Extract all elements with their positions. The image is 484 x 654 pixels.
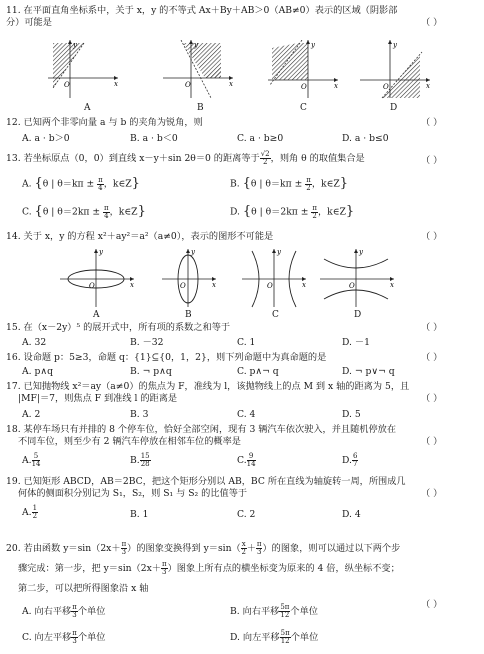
svg-text:y: y xyxy=(194,41,198,49)
fraction-denominator: 7 xyxy=(352,460,358,468)
fraction xyxy=(311,205,318,220)
question-20-line2-b: ）图象上所有点的横坐标变为原来的 4 倍，纵坐标不变； xyxy=(167,563,400,574)
option-text: θ | θ＝2kπ ± xyxy=(42,206,104,218)
answer-paren: （ ） xyxy=(421,155,443,166)
fraction xyxy=(103,205,110,220)
question-18-stem-line2: 不同车位，则至少有 2 辆汽车停放在相邻车位的概率是 xyxy=(18,435,241,447)
fraction-denominator: 4 xyxy=(104,211,109,220)
option-text: θ | θ＝kπ ± xyxy=(42,178,98,190)
fraction-numerator: π xyxy=(306,175,311,184)
graph-11-b xyxy=(163,40,238,100)
option-text: 个单位 xyxy=(77,606,106,617)
option-c: C. 1 xyxy=(237,337,256,348)
fraction-denominator: 4 xyxy=(98,183,103,192)
fraction-numerator: π xyxy=(72,603,77,611)
answer-paren: （ ） xyxy=(421,599,443,610)
question-13-stem-b: ，则角 θ 的取值集合是 xyxy=(270,153,365,164)
option-label: C. xyxy=(22,206,35,218)
option-a xyxy=(22,453,40,468)
question-18 xyxy=(6,424,476,447)
option-label: A. xyxy=(22,507,32,518)
option-d: D. 5 xyxy=(342,409,361,420)
fraction xyxy=(279,604,290,619)
fraction-denominator: 12 xyxy=(280,611,290,619)
graph-14-d xyxy=(318,247,398,309)
fraction xyxy=(140,453,151,468)
question-11 xyxy=(6,5,476,28)
svg-text:O: O xyxy=(349,282,355,290)
answer-paren: （ ） xyxy=(421,17,443,28)
graph-label-c: C xyxy=(272,310,279,320)
answer-paren: （ ） xyxy=(421,488,443,499)
fraction xyxy=(247,453,256,468)
option-text: ，k∈Z xyxy=(317,206,346,218)
question-18-stem: 18. 某停车场只有并排的 8 个停车位，恰好全部空闲，现有 3 辆汽车依次驶入，并且随机停放在 xyxy=(6,424,397,435)
question-17-stem-line2: |MF|＝7，则焦点 F 到准线 l 的距离是 xyxy=(18,392,178,404)
fraction xyxy=(161,561,168,576)
question-20-stem-line3: 第二步，可以把所得图象沿 x 轴 xyxy=(18,583,149,594)
fraction xyxy=(305,177,312,192)
fraction-denominator: 3 xyxy=(121,548,127,556)
graph-11-c xyxy=(268,40,343,100)
fraction-numerator: √2 xyxy=(260,150,270,158)
right-brace: } xyxy=(137,204,146,219)
question-17-stem: 17. 已知抛物线 x²＝ay（a≠0）的焦点为 F，准线为 l，该抛物线上的点 M 到 x 轴的距离为 5，且 xyxy=(6,381,410,392)
fraction xyxy=(352,453,358,468)
option-text: 个单位 xyxy=(290,632,319,643)
svg-text:x: x xyxy=(334,82,338,90)
fraction-denominator: 3 xyxy=(72,611,77,619)
svg-text:y: y xyxy=(311,41,315,49)
svg-text:O: O xyxy=(383,83,389,91)
svg-text:x: x xyxy=(212,281,216,289)
option-d: D. ¬ p∨¬ q xyxy=(342,366,395,377)
fraction xyxy=(32,453,41,468)
question-20-stem-a: 20. 若由函数 y＝sin（2x＋ xyxy=(6,543,121,554)
question-13-stem-a: 13. 若坐标原点（0，0）到直线 x－y＋sin 2θ＝0 的距离等于 xyxy=(6,153,260,164)
fraction-denominator: 3 xyxy=(72,637,77,645)
fraction-numerator: π xyxy=(104,203,109,212)
graph-label-d: D xyxy=(354,310,362,320)
option-c xyxy=(22,630,105,645)
question-12 xyxy=(6,117,476,129)
question-20-stem-b: ）的图象变换得到 y＝sin（ xyxy=(127,543,241,554)
fraction-numerator: π xyxy=(98,175,103,184)
option-text: ，k∈Z xyxy=(103,178,132,190)
left-brace: { xyxy=(242,204,252,219)
option-b xyxy=(230,176,348,192)
answer-paren: （ ） xyxy=(421,436,443,447)
question-17 xyxy=(6,381,476,404)
option-b: B. 3 xyxy=(130,409,149,420)
question-15 xyxy=(6,322,476,334)
graph-label-a: A xyxy=(93,310,100,320)
question-13-stem xyxy=(6,151,476,166)
question-20-stem-line2 xyxy=(18,561,476,576)
fraction-numerator: 1 xyxy=(32,504,38,512)
svg-text:y: y xyxy=(191,248,195,256)
option-label: D. xyxy=(230,206,243,218)
option-a: A. p∧q xyxy=(22,366,53,377)
fraction xyxy=(71,604,78,619)
option-c xyxy=(22,204,146,220)
svg-text:y: y xyxy=(277,248,281,256)
option-b xyxy=(230,604,318,619)
fraction-denominator: 28 xyxy=(140,460,150,468)
plus-sign: ＋ xyxy=(246,543,256,554)
question-19-stem: 19. 已知矩形 ABCD，AB＝2BC，把这个矩形分别以 AB，BC 所在直线为轴旋转一周，所围成几 xyxy=(6,476,406,487)
fraction-numerator: π xyxy=(256,540,262,548)
question-12-stem: 12. 已知两个非零向量 a 与 b 的夹角为锐角，则 xyxy=(6,117,203,128)
option-text: C. 向左平移 xyxy=(22,632,72,643)
question-19-stem-line2: 何体的侧面积分别记为 S₁，S₂，则 S₁ 与 S₂ 的比值等于 xyxy=(18,487,248,499)
question-11-stem-line2: 分）可能是 xyxy=(6,16,52,28)
answer-paren: （ ） xyxy=(421,117,443,128)
option-text: B. 向右平移 xyxy=(230,606,280,617)
question-20-stem xyxy=(6,541,476,556)
option-label: D. xyxy=(342,455,352,466)
fraction-denominator: 12 xyxy=(280,637,290,645)
option-d: D. 4 xyxy=(342,509,361,520)
graph-14-c xyxy=(240,247,310,309)
option-c: C. 4 xyxy=(237,409,256,420)
option-label: A. xyxy=(22,178,35,190)
option-d xyxy=(230,204,354,220)
option-text: θ | θ＝kπ ± xyxy=(250,178,306,190)
fraction-denominator: 2 xyxy=(241,548,246,556)
question-16 xyxy=(6,352,476,364)
question-14-stem: 14. 关于 x，y 的方程 x²＋ay²＝a²（a≠0），表示的图形不可能是 xyxy=(6,231,274,242)
option-label: A. xyxy=(22,455,32,466)
svg-text:x: x xyxy=(426,82,430,90)
option-b: B. 1 xyxy=(130,509,149,520)
graph-14-a xyxy=(58,247,138,309)
option-text: A. 向右平移 xyxy=(22,606,72,617)
question-13 xyxy=(6,151,476,166)
graph-label-c: C xyxy=(300,103,307,113)
option-d: D. a · b≤0 xyxy=(342,133,389,144)
fraction-denominator: 3 xyxy=(256,548,262,556)
option-text: 个单位 xyxy=(77,632,106,643)
fraction-numerator: 5 xyxy=(32,453,41,461)
option-c: C. p∧¬ q xyxy=(237,366,279,377)
graph-11-d xyxy=(360,40,435,100)
question-14 xyxy=(6,231,476,243)
fraction xyxy=(97,177,104,192)
option-c xyxy=(237,453,256,468)
svg-text:x: x xyxy=(390,281,394,289)
question-11-stem: 11. 在平面直角坐标系中，关于 x，y 的不等式 Ax＋By＋AB＞0（AB≠0）表示的区域（阴影部 xyxy=(6,5,398,16)
option-c: C. a · b≥0 xyxy=(237,133,284,144)
answer-paren: （ ） xyxy=(421,231,443,242)
fraction xyxy=(280,630,291,645)
question-20-line2-a: 骤完成：第一步，把 y＝sin（2x＋ xyxy=(18,563,161,574)
graph-label-b: B xyxy=(197,103,204,113)
answer-paren: （ ） xyxy=(421,352,443,363)
fraction-numerator: π xyxy=(72,629,77,637)
option-a xyxy=(22,604,105,619)
option-b: B. ¬ p∧q xyxy=(130,366,172,377)
option-text: ，k∈Z xyxy=(311,178,340,190)
question-16-stem: 16. 设命题 p：5≥3，命题 q：{1}⊆{0，1，2}，则下列命题中为真命题的是 xyxy=(6,352,327,363)
fraction xyxy=(71,630,78,645)
option-label: C. xyxy=(237,455,247,466)
option-c: C. 2 xyxy=(237,509,256,520)
fraction-numerator: 9 xyxy=(247,453,256,461)
svg-text:O: O xyxy=(301,83,307,91)
question-20-stem-c: ）的图象，则可以通过以下两个步 xyxy=(262,543,401,554)
fraction-numerator: 5π xyxy=(280,629,290,637)
fraction-numerator: π xyxy=(312,203,317,212)
question-15-stem: 15. 在（x－2y）⁵ 的展开式中，所有项的系数之和等于 xyxy=(6,322,231,333)
svg-text:y: y xyxy=(393,41,397,49)
right-brace: } xyxy=(131,176,140,191)
fraction-denominator: 2 xyxy=(262,158,268,166)
option-b xyxy=(130,453,151,468)
svg-text:y: y xyxy=(359,248,363,256)
option-label: B. xyxy=(130,455,140,466)
fraction xyxy=(260,151,271,166)
option-label: B. xyxy=(230,178,243,190)
svg-text:O: O xyxy=(185,81,191,89)
answer-paren: （ ） xyxy=(421,393,443,404)
svg-text:x: x xyxy=(130,281,134,289)
svg-text:O: O xyxy=(180,282,186,290)
answer-paren: （ ） xyxy=(421,322,443,333)
option-d: D. －1 xyxy=(342,337,370,348)
option-a xyxy=(22,505,38,520)
fraction-denominator: 14 xyxy=(246,460,256,468)
svg-text:x: x xyxy=(114,80,118,88)
fraction-numerator: 15 xyxy=(140,452,150,460)
svg-text:y: y xyxy=(99,248,103,256)
option-a: A. a · b＞0 xyxy=(22,133,70,144)
option-d xyxy=(342,453,358,468)
graph-label-a: A xyxy=(84,103,91,113)
option-b: B. －32 xyxy=(130,337,164,348)
option-a xyxy=(22,176,140,192)
left-brace: { xyxy=(34,204,43,219)
left-brace: { xyxy=(34,176,43,191)
svg-text:O: O xyxy=(89,282,95,290)
option-d xyxy=(230,630,318,645)
option-a: A. 32 xyxy=(22,337,47,348)
graph-14-b xyxy=(160,247,220,309)
fraction-denominator: 2 xyxy=(32,512,38,520)
svg-text:O: O xyxy=(267,282,273,290)
graph-11-a xyxy=(48,40,123,100)
fraction-denominator: 2 xyxy=(306,183,311,192)
fraction-numerator: π xyxy=(161,560,167,568)
svg-text:O: O xyxy=(64,81,70,89)
fraction xyxy=(32,505,38,520)
fraction-denominator: 3 xyxy=(162,568,167,576)
svg-text:x: x xyxy=(302,281,306,289)
svg-text:x: x xyxy=(229,80,233,88)
left-brace: { xyxy=(242,176,251,191)
question-19 xyxy=(6,476,476,499)
right-brace: } xyxy=(339,176,349,191)
right-brace: } xyxy=(345,204,355,219)
graph-label-b: B xyxy=(185,310,192,320)
option-text: D. 向左平移 xyxy=(230,632,280,643)
fraction-numerator: 6 xyxy=(352,452,358,460)
fraction-numerator: 5π xyxy=(280,603,290,611)
fraction-numerator: x xyxy=(241,540,246,548)
svg-text:y: y xyxy=(73,41,77,49)
option-a: A. 2 xyxy=(22,409,41,420)
option-b: B. a · b＜0 xyxy=(130,133,178,144)
graph-label-d: D xyxy=(390,103,398,113)
option-text: ，k∈Z xyxy=(109,206,138,218)
fraction-denominator: 14 xyxy=(31,460,41,468)
option-text: θ | θ＝2kπ ± xyxy=(251,206,312,218)
fraction-numerator: π xyxy=(121,540,127,548)
fraction-denominator: 2 xyxy=(312,211,317,220)
option-text: 个单位 xyxy=(290,606,318,617)
